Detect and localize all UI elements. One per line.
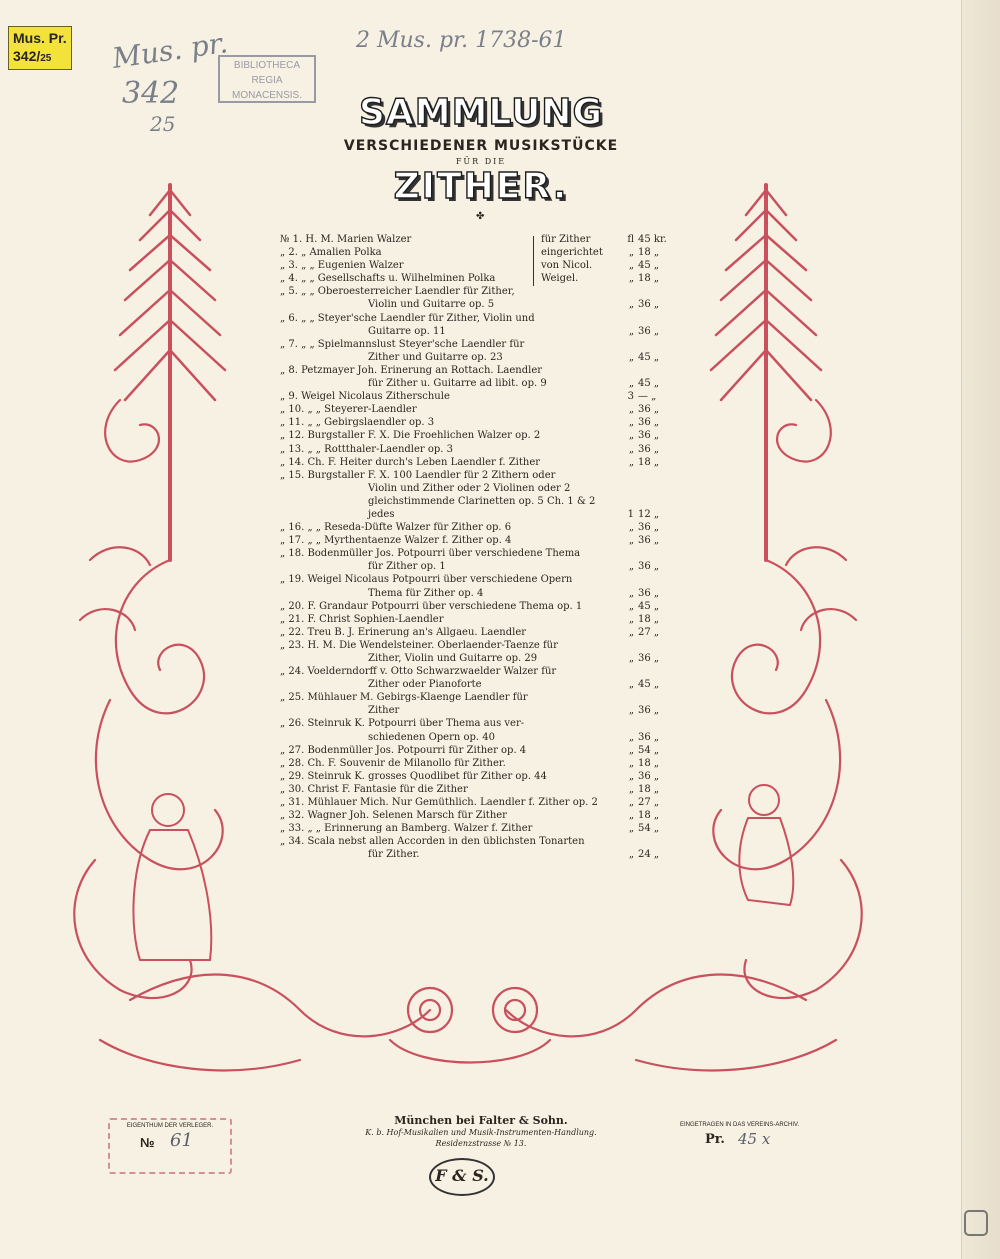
- contents-row: [280, 717, 660, 730]
- contents-row-kreuzer: 45 kr.: [638, 234, 667, 245]
- contents-row-kreuzer: 36 „: [638, 404, 660, 416]
- contents-row-text: Violin und Guitarre op. 5: [368, 299, 495, 311]
- shelfmark-line2: 342: [13, 48, 37, 64]
- contents-row-text: „ 21. F. Christ Sophien-Laendler: [280, 613, 444, 625]
- contents-row: [280, 338, 660, 351]
- contents-row: [280, 390, 660, 403]
- contents-row: [280, 456, 660, 469]
- contents-row-florin: „: [628, 744, 634, 756]
- publisher-name: München bei Falter & Sohn.: [394, 1114, 568, 1127]
- contents-row: [280, 848, 660, 861]
- contents-row: [280, 233, 667, 246]
- contents-row: [280, 757, 660, 770]
- contents-row-kreuzer: 18 „: [638, 273, 660, 285]
- contents-row-kreuzer: — „: [638, 391, 657, 403]
- contents-row: [280, 770, 660, 783]
- price-box: [680, 1122, 830, 1148]
- contents-row: [280, 364, 660, 377]
- handwritten-note-2: 342: [122, 76, 180, 111]
- library-stamp-line1: BIBLIOTHECA: [233, 60, 301, 71]
- contents-row-kreuzer: 45 „: [638, 600, 660, 612]
- contents-row: [280, 547, 660, 560]
- contents-row-florin: „: [628, 626, 634, 638]
- contents-row-kreuzer: 36 „: [638, 430, 660, 442]
- publisher-description: K. b. Hof-Musikalien und Musik-Instrumenten-Handlung.: [365, 1128, 597, 1137]
- contents-row-text: „ 20. F. Grandaur Potpourri über verschiedene Thema op. 1: [280, 600, 583, 612]
- contents-row-kreuzer: 45 „: [638, 378, 660, 390]
- contents-row-florin: „: [628, 731, 634, 743]
- contents-row-florin: „: [628, 849, 634, 861]
- arrangement-note-line2: eingerichtet: [541, 247, 603, 259]
- contents-row: [280, 325, 660, 338]
- contents-row-florin: „: [628, 823, 634, 835]
- contents-row: [280, 377, 660, 390]
- title-zither: ZITHER.: [393, 166, 569, 207]
- contents-row-kreuzer: 36 „: [638, 770, 660, 782]
- contents-row-florin: „: [628, 404, 634, 416]
- contents-row-text: № 1. H. M. Marien Walzer: [280, 234, 412, 245]
- contents-row: [280, 809, 660, 822]
- contents-row: [280, 573, 660, 586]
- publisher-logo: F & S.: [429, 1158, 495, 1196]
- contents-row: [280, 259, 660, 272]
- contents-row-florin: „: [628, 378, 634, 390]
- contents-list: [280, 233, 667, 862]
- contents-row-florin: „: [628, 561, 634, 573]
- contents-row: [280, 508, 660, 521]
- contents-row-kreuzer: 36 „: [638, 653, 660, 664]
- contents-row-kreuzer: 36 „: [638, 587, 660, 599]
- contents-row: [280, 443, 660, 456]
- contents-row-text: „ 8. Petzmayer Joh. Erinerung an Rottach. Laendler: [280, 364, 543, 376]
- contents-row: [280, 298, 660, 311]
- contents-row-text: „ 23. H. M. Die Wendelsteiner. Oberlaender-Taenze für: [280, 639, 558, 651]
- contents-row: [280, 783, 660, 796]
- contents-row-text: Thema für Zither op. 4: [368, 587, 484, 599]
- contents-row-text: „ 11. „ „ Gebirgslaendler op. 3: [280, 417, 435, 429]
- contents-row-text: gleichstimmende Clarinetten op. 5 Ch. 1 & 2: [368, 495, 596, 507]
- handwritten-shelfmark: 2 Mus. pr. 1738-61: [356, 28, 567, 53]
- contents-row-kreuzer: 18 „: [638, 757, 660, 769]
- contents-row-kreuzer: 45 „: [638, 351, 660, 363]
- contents-row-kreuzer: 27 „: [638, 797, 660, 809]
- contents-row-florin: „: [628, 783, 634, 795]
- contents-row: [280, 312, 660, 325]
- contents-row: [280, 626, 660, 639]
- contents-row-kreuzer: 18 „: [638, 456, 660, 468]
- contents-row-florin: 3: [627, 391, 634, 403]
- contents-row-florin: „: [628, 705, 634, 717]
- contents-row-text: „ 16. „ „ Reseda-Düfte Walzer für Zither op. 6: [280, 522, 512, 534]
- contents-row-florin: „: [628, 613, 634, 625]
- contents-row-kreuzer: 36 „: [638, 561, 660, 573]
- contents-row: [280, 469, 660, 482]
- contents-row-text: „ 15. Burgstaller F. X. 100 Laendler für 2 Zithern oder: [280, 469, 556, 481]
- ornament-star-icon: ✤: [476, 211, 485, 222]
- contents-row-florin: fl: [627, 234, 634, 245]
- contents-row-florin: „: [628, 679, 634, 691]
- contents-row-text: für Zither u. Guitarre ad libit. op. 9: [368, 378, 547, 390]
- contents-row: [280, 652, 660, 665]
- contents-row: [280, 678, 660, 691]
- library-stamp-line2: REGIA: [251, 75, 283, 86]
- contents-row-florin: „: [628, 770, 634, 782]
- plate-caption: EIGENTHUM DER VERLEGER.: [126, 1123, 214, 1129]
- price-handwritten: 45 x: [738, 1130, 771, 1148]
- arrangement-note-line3: von Nicol.: [541, 260, 593, 272]
- contents-row: [280, 246, 660, 259]
- contents-row: [280, 403, 660, 416]
- contents-row-text: „ 26. Steinruk K. Potpourri über Thema aus ver-: [280, 718, 525, 730]
- contents-row-text: „ 3. „ „ Eugenien Walzer: [280, 260, 404, 272]
- contents-row-florin: „: [628, 535, 634, 547]
- contents-row-florin: „: [628, 810, 634, 822]
- contents-row-kreuzer: 18 „: [638, 247, 660, 259]
- handwritten-note-3: 25: [150, 112, 176, 136]
- plate-label: №: [140, 1135, 155, 1150]
- contents-row-florin: „: [628, 600, 634, 612]
- contents-row-florin: „: [628, 417, 634, 429]
- title-sammlung: SAMMLUNG: [358, 92, 603, 133]
- contents-row-text: „ 25. Mühlauer M. Gebirgs-Klaenge Laendler für: [280, 692, 528, 704]
- contents-row-text: „ 19. Weigel Nicolaus Potpourri über verschiedene Opern: [280, 574, 573, 586]
- contents-row-florin: „: [628, 522, 634, 534]
- contents-row: [280, 691, 660, 704]
- contents-row-text: „ 33. „ „ Erinnerung an Bamberg. Walzer f. Zither: [280, 823, 533, 835]
- contents-row-text: „ 6. „ „ Steyer'sche Laendler für Zither, Violin und: [280, 312, 535, 324]
- contents-row: [280, 744, 660, 757]
- contents-row-text: „ 31. Mühlauer Mich. Nur Gemüthlich. Laendler f. Zither op. 2: [280, 797, 598, 809]
- contents-row-florin: „: [628, 430, 634, 442]
- contents-row-florin: „: [628, 247, 634, 259]
- contents-row-text: „ 22. Treu B. J. Erinerung an's Allgaeu. Laendler: [280, 626, 527, 638]
- paper-edge: [961, 0, 1000, 1259]
- contents-row-text: Zither oder Pianoforte: [368, 679, 482, 691]
- contents-row-text: „ 17. „ „ Myrthentaenze Walzer f. Zither op. 4: [280, 535, 512, 547]
- contents-row-kreuzer: 27 „: [638, 626, 660, 638]
- contents-row-text: Guitarre op. 11: [368, 325, 446, 337]
- contents-row: [280, 560, 660, 573]
- contents-row-florin: „: [628, 273, 634, 285]
- plate-handwritten-number: 61: [170, 1130, 193, 1151]
- contents-row: [280, 272, 660, 285]
- shelfmark-label: Mus. Pr. 342/25: [8, 26, 72, 70]
- contents-row: [280, 613, 660, 626]
- contents-row: [280, 429, 660, 442]
- contents-row-text: jedes: [368, 508, 395, 520]
- contents-row: [280, 534, 660, 547]
- contents-row-text: „ 7. „ „ Spielmannslust Steyer'sche Laendler für: [280, 338, 525, 350]
- contents-row-kreuzer: 36 „: [638, 535, 660, 547]
- arrangement-note-line1: für Zither: [541, 234, 591, 245]
- handwritten-note-1: Mus. pr.: [110, 26, 230, 75]
- contents-row: [280, 796, 660, 809]
- contents-row-text: „ 2. „ Amalien Polka: [280, 247, 382, 259]
- publisher-address: Residenzstrasse № 13.: [435, 1139, 527, 1148]
- contents-row: [280, 495, 660, 508]
- contents-row: [280, 587, 660, 600]
- contents-row: [280, 835, 660, 848]
- contents-row: [280, 665, 660, 678]
- contents-row-florin: „: [628, 260, 634, 272]
- contents-row-text: „ 29. Steinruk K. grosses Quodlibet für Zither op. 44: [280, 770, 547, 782]
- contents-row-kreuzer: 36 „: [638, 325, 660, 337]
- contents-row: [280, 351, 660, 364]
- contents-row: [280, 639, 660, 652]
- contents-row-text: „ 14. Ch. F. Heiter durch's Leben Laendler f. Zither: [280, 456, 541, 468]
- price-label: Pr.: [705, 1132, 725, 1147]
- paper-clip-icon: [964, 1210, 988, 1236]
- contents-row-kreuzer: 36 „: [638, 443, 660, 455]
- contents-row-florin: „: [628, 653, 634, 664]
- contents-row-kreuzer: 54 „: [638, 823, 660, 835]
- contents-row-text: Zither, Violin und Guitarre op. 29: [368, 653, 538, 664]
- contents-row-text: „ 9. Weigel Nicolaus Zitherschule: [280, 391, 450, 403]
- contents-row-text: schiedenen Opern op. 40: [368, 731, 496, 743]
- contents-row: [280, 521, 660, 534]
- contents-row-kreuzer: 36 „: [638, 522, 660, 534]
- contents-row-kreuzer: 18 „: [638, 810, 660, 822]
- contents-row-text: Violin und Zither oder 2 Violinen oder 2: [368, 482, 571, 494]
- contents-row-kreuzer: 36 „: [638, 417, 660, 429]
- contents-row-text: „ 12. Burgstaller F. X. Die Froehlichen Walzer op. 2: [280, 430, 541, 442]
- contents-row-text: „ 18. Bodenmüller Jos. Potpourri über verschiedene Thema: [280, 548, 581, 560]
- price-caption: EINGETRAGEN IN DAS VEREINS-ARCHIV.: [680, 1122, 800, 1128]
- contents-row-text: „ 5. „ „ Oberoesterreicher Laendler für Zither,: [280, 286, 515, 298]
- library-stamp-line3: MONACENSIS.: [231, 90, 302, 101]
- contents-row-florin: 1: [627, 508, 634, 520]
- contents-row-florin: „: [628, 325, 634, 337]
- contents-row-florin: „: [628, 587, 634, 599]
- contents-row: [280, 704, 660, 717]
- contents-row-florin: „: [628, 299, 634, 311]
- contents-row-text: „ 4. „ „ Gesellschafts u. Wilhelminen Polka: [280, 273, 496, 285]
- contents-row-florin: „: [628, 757, 634, 769]
- contents-row-text: „ 27. Bodenmüller Jos. Potpourri für Zither op. 4: [280, 744, 527, 756]
- contents-row-kreuzer: 24 „: [638, 849, 660, 861]
- title-fuer-die: FÜR DIE: [455, 157, 507, 166]
- contents-row-kreuzer: 12 „: [638, 508, 660, 520]
- contents-row-kreuzer: 36 „: [638, 705, 660, 717]
- contents-row-florin: „: [628, 351, 634, 363]
- shelfmark-fraction: 25: [40, 53, 52, 64]
- contents-row-kreuzer: 36 „: [638, 299, 660, 311]
- contents-row: [280, 285, 660, 298]
- publisher-imprint: [0, 1114, 962, 1149]
- contents-row: [280, 416, 660, 429]
- contents-row-text: Zither: [368, 705, 400, 717]
- contents-row-kreuzer: 18 „: [638, 613, 660, 625]
- contents-row-text: „ 13. „ „ Rottthaler-Laendler op. 3: [280, 443, 454, 455]
- contents-row-text: „ 10. „ „ Steyerer-Laendler: [280, 404, 417, 416]
- contents-row-text: für Zither.: [368, 849, 420, 861]
- contents-row: [280, 600, 660, 613]
- contents-row-florin: „: [628, 456, 634, 468]
- contents-row-text: „ 30. Christ F. Fantasie für die Zither: [280, 783, 468, 795]
- contents-row: [280, 482, 660, 495]
- contents-row-kreuzer: 45 „: [638, 679, 660, 691]
- contents-row-florin: „: [628, 443, 634, 455]
- contents-row-text: für Zither op. 1: [368, 561, 446, 573]
- contents-row-kreuzer: 18 „: [638, 783, 660, 795]
- contents-row-kreuzer: 45 „: [638, 260, 660, 272]
- contents-row: [280, 731, 660, 744]
- contents-row-text: „ 28. Ch. F. Souvenir de Milanollo für Zither.: [280, 757, 506, 769]
- arrangement-note-line4: Weigel.: [541, 273, 579, 285]
- contents-row-florin: „: [628, 797, 634, 809]
- contents-row-text: „ 34. Scala nebst allen Accorden in den üblichsten Tonarten: [280, 836, 585, 848]
- title-subtitle: VERSCHIEDENER MUSIKSTÜCKE: [343, 138, 619, 154]
- shelfmark-line1: Mus. Pr.: [13, 30, 67, 46]
- contents-row-text: Zither und Guitarre op. 23: [368, 351, 503, 363]
- contents-row: [280, 822, 660, 835]
- contents-row-text: „ 24. Voelderndorff v. Otto Schwarzwaelder Walzer für: [280, 666, 557, 678]
- contents-row-text: „ 32. Wagner Joh. Selenen Marsch für Zither: [280, 810, 507, 822]
- contents-row-kreuzer: 54 „: [638, 744, 660, 756]
- contents-row-kreuzer: 36 „: [638, 731, 660, 743]
